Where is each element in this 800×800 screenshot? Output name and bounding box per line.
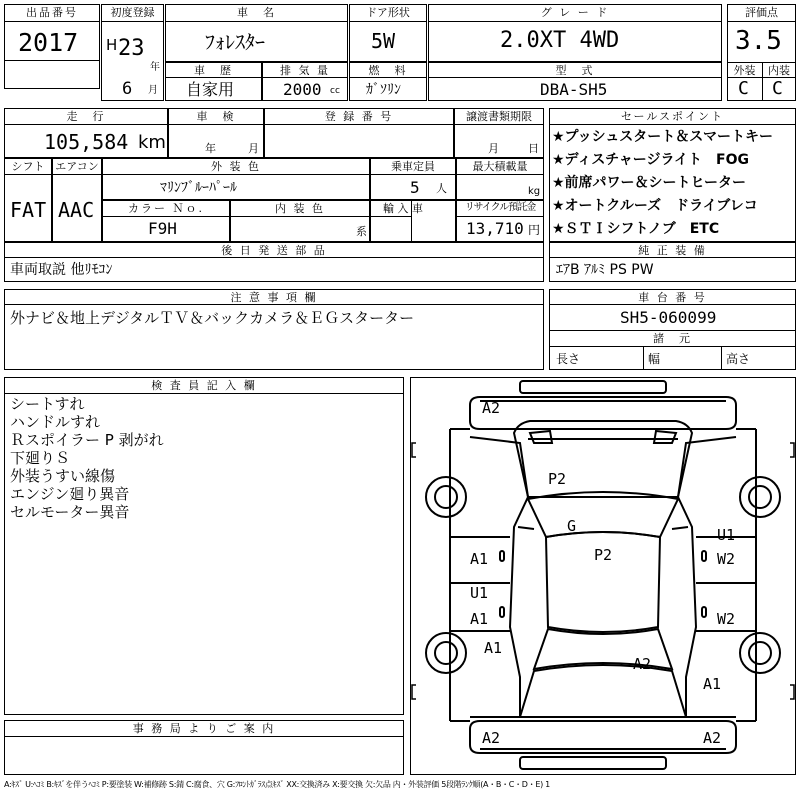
inspector-notes-label: 検 査 員 記 入 欄 — [151, 379, 257, 392]
exterior-grade: C — [738, 78, 749, 99]
length-label: 長さ — [556, 352, 581, 366]
transfer-deadline-label: 譲渡書類期限 — [466, 110, 532, 123]
transfer-day-unit: 日 — [528, 142, 539, 155]
later-parts: 車両取説 他ﾘﾓｺﾝ — [10, 262, 113, 278]
inspector-note: 下廻りＳ — [10, 449, 71, 467]
sales-point: ★ディスチャージライト FOG — [552, 152, 749, 168]
recycle-fee-unit: 円 — [528, 223, 541, 237]
max-load-unit: kg — [528, 186, 541, 197]
recycle-fee-label: リサイクル預託金 — [464, 202, 536, 213]
color-number: F9H — [148, 219, 177, 238]
import-label: 輸 入 車 — [383, 202, 423, 215]
damage-mark: G — [567, 517, 577, 535]
air-conditioner-label: エアコン — [55, 160, 99, 173]
damage-mark: P2 — [548, 470, 567, 488]
sales-point: ★ＳＴＩシフトノブ ETC — [552, 221, 720, 237]
car-name: ﾌｫﾚｽﾀｰ — [205, 30, 265, 54]
later-parts-label: 後 日 発 送 部 品 — [221, 244, 327, 257]
registration-month: 6 — [122, 79, 133, 99]
model-code-label: 型 式 — [555, 64, 595, 77]
displacement-label: 排 気 量 — [280, 64, 330, 77]
sales-points-label: セールスポイント — [620, 110, 724, 123]
genuine-equipment-label: 純 正 装 備 — [638, 244, 707, 257]
inspector-note: ハンドルすれ — [10, 413, 101, 431]
exterior-color: ﾏﾘﾝﾌﾞﾙｰﾊﾟｰﾙ — [160, 180, 237, 196]
grade: 2.0XT 4WD — [500, 28, 620, 53]
inspection-label: 車 検 — [196, 110, 236, 123]
damage-mark: A2 — [633, 655, 652, 673]
damage-mark: W2 — [717, 610, 736, 628]
shift-label: シフト — [11, 160, 45, 173]
history: 自家用 — [186, 80, 235, 99]
inspection-month-unit: 月 — [248, 142, 259, 155]
specs-label: 諸 元 — [653, 332, 692, 345]
exterior-color-label: 外 装 色 — [211, 160, 261, 173]
sales-point: ★前席パワー＆シートヒーター — [552, 175, 746, 191]
damage-mark: A2 — [482, 729, 501, 747]
sales-point: ★オートクルーズ ドライブレコ — [552, 198, 758, 214]
displacement: 2000 — [283, 80, 322, 99]
capacity-label: 乗車定員 — [391, 160, 435, 173]
chassis-number-label: 車 台 番 号 — [638, 291, 707, 304]
first-registration-label: 初度登録 — [110, 6, 155, 19]
month-unit: 月 — [148, 85, 158, 96]
interior-color-label: 内 装 色 — [275, 202, 325, 215]
inspector-note: エンジン廻り異音 — [10, 485, 130, 503]
overall-score: 3.5 — [735, 26, 782, 56]
damage-mark: P2 — [594, 546, 613, 564]
transfer-month-unit: 月 — [488, 142, 499, 155]
fuel: ｶﾞｿﾘﾝ — [366, 82, 401, 98]
year-unit: 年 — [150, 62, 160, 73]
color-number-label: カラー Ｎｏ. — [128, 202, 204, 215]
interior-label: 内装 — [768, 64, 790, 77]
damage-mark: A1 — [470, 550, 489, 568]
inspection-year-unit: 年 — [205, 142, 216, 155]
grade-label: グ レ ー ド — [540, 6, 610, 19]
chassis-number: SH5-060099 — [620, 308, 717, 327]
notes: 外ナビ＆地上デジタルＴＶ＆バックカメラ＆ＥＧスターター — [10, 309, 415, 327]
history-label: 車 歴 — [194, 64, 233, 77]
door-type-label: ドア形状 — [366, 6, 410, 19]
car-diagram — [410, 377, 796, 775]
inspector-note: Ｒスポイラー P 剥がれ — [10, 431, 164, 449]
damage-legend: A:ｷｽﾞ U:ﾍｺﾐ B:ｷｽﾞを伴うﾍｺﾐ P:要塗装 W:補修跡 S:錆 C:腐食、穴 G:ﾌﾛﾝﾄｶﾞﾗｽ点ｷｽﾞ XX:交換済み X:要交換 欠:欠品 内・外装評価 5段階ﾗﾝｸ順(A・B・C・D・E) 1 — [4, 780, 550, 789]
interior-color-unit: 系 — [356, 225, 367, 238]
inspector-note: セルモーター異音 — [10, 503, 130, 521]
genuine-equipment: ｴｱB ｱﾙﾐ PS PW — [556, 262, 654, 278]
mileage: 105,584 — [44, 130, 129, 154]
sales-point: ★プッシュスタート＆スマートキー — [552, 129, 774, 145]
capacity-unit: 人 — [436, 182, 447, 195]
mileage-label: 走 行 — [66, 110, 106, 123]
model-code: DBA-SH5 — [540, 80, 608, 99]
damage-mark: W2 — [717, 550, 736, 568]
registration-number-label: 登 録 番 号 — [324, 110, 394, 123]
inspector-note: 外装うすい線傷 — [10, 467, 116, 485]
lot-number-label: 出品番号 — [26, 6, 78, 19]
displacement-unit: cc — [330, 86, 340, 96]
score-label: 評価点 — [745, 6, 778, 19]
import-cell-2 — [412, 200, 456, 242]
door-type: 5W — [371, 29, 396, 53]
shift: FAT — [10, 198, 47, 222]
damage-mark: A2 — [482, 399, 501, 417]
lot-number: 2017 — [18, 28, 79, 57]
height-label: 高さ — [726, 352, 751, 366]
era-letter: H — [106, 36, 118, 54]
air-conditioner: AAC — [58, 198, 95, 222]
notes-label: 注 意 事 項 欄 — [230, 291, 318, 304]
registration-year: 23 — [118, 36, 145, 61]
damage-mark: A1 — [470, 610, 489, 628]
interior-grade: C — [772, 78, 783, 99]
width-label: 幅 — [648, 352, 661, 366]
inspector-note: シートすれ — [10, 395, 85, 413]
max-load-label: 最大積載量 — [472, 160, 528, 173]
office-notice-label: 事 務 局 よ り ご 案 内 — [132, 722, 276, 735]
damage-mark: U1 — [470, 584, 489, 602]
capacity: 5 — [410, 178, 420, 197]
damage-mark: A1 — [703, 675, 722, 693]
exterior-label: 外装 — [733, 64, 756, 77]
fuel-label: 燃 料 — [368, 64, 408, 77]
damage-mark: U1 — [717, 526, 736, 544]
car-name-label: 車 名 — [237, 6, 276, 19]
damage-mark: A2 — [703, 729, 722, 747]
recycle-fee: 13,710 — [466, 219, 524, 238]
damage-mark: A1 — [484, 639, 503, 657]
mileage-unit: km — [138, 132, 166, 153]
